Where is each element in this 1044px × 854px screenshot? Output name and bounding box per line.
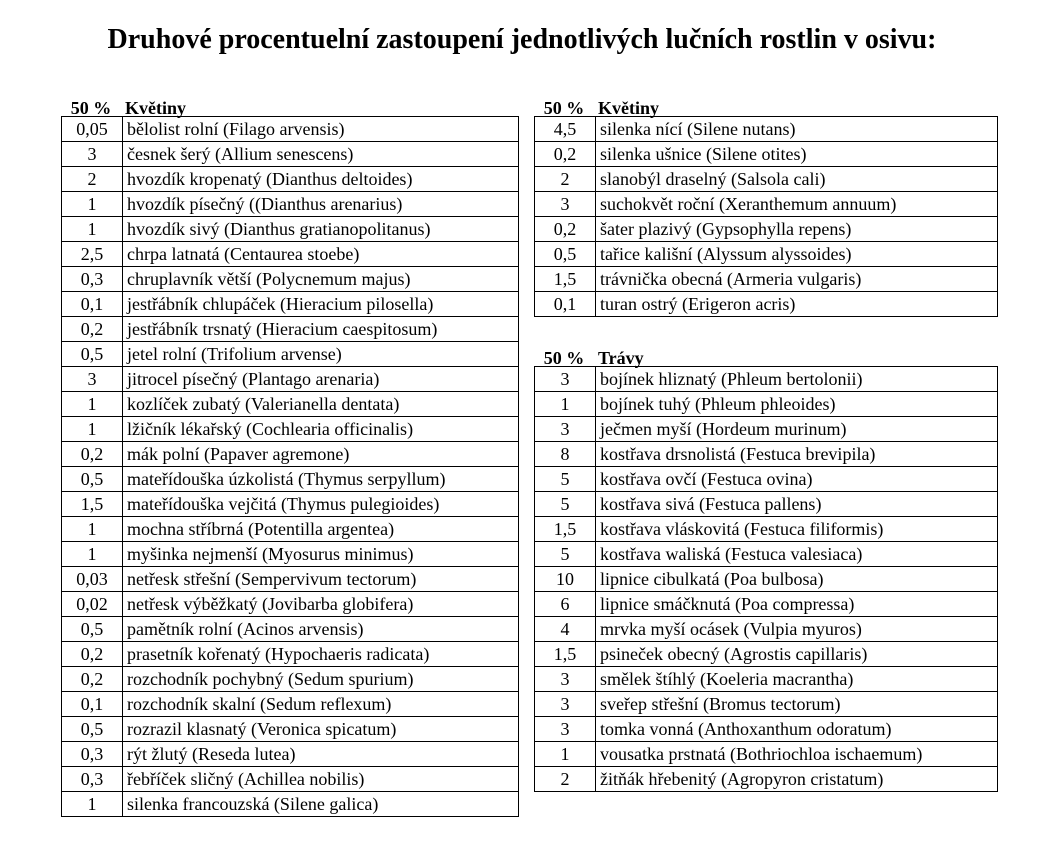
table-row <box>535 142 998 167</box>
species-name-cell: mák polní (Papaver agremone) <box>123 442 519 467</box>
table-row <box>62 692 519 717</box>
table-row <box>62 292 519 317</box>
species-name-cell: kostřava waliská (Festuca valesiaca) <box>596 542 998 567</box>
percent-cell: 3 <box>535 717 596 742</box>
percent-cell: 3 <box>62 142 123 167</box>
table-row <box>62 367 519 392</box>
species-name-cell: kostřava sivá (Festuca pallens) <box>596 492 998 517</box>
table-row <box>535 567 998 592</box>
species-name-cell: chrpa latnatá (Centaurea stoebe) <box>123 242 519 267</box>
table-row <box>62 617 519 642</box>
table-row <box>535 217 998 242</box>
table-row <box>62 642 519 667</box>
species-name-cell: pamětník rolní (Acinos arvensis) <box>123 617 519 642</box>
species-name-cell: kozlíček zubatý (Valerianella dentata) <box>123 392 519 417</box>
table-row <box>535 392 998 417</box>
percent-cell: 3 <box>535 692 596 717</box>
species-name-cell: sveřep střešní (Bromus tectorum) <box>596 692 998 717</box>
section-header <box>534 96 998 116</box>
table-row <box>62 317 519 342</box>
table-row <box>535 492 998 517</box>
percent-cell: 5 <box>535 492 596 517</box>
species-name-cell: vousatka prstnatá (Bothriochloa ischaemum) <box>596 742 998 767</box>
species-name-cell: netřesk střešní (Sempervivum tectorum) <box>123 567 519 592</box>
percent-cell: 0,2 <box>62 642 123 667</box>
percent-cell: 0,2 <box>62 317 123 342</box>
species-name-cell: žitňák hřebenitý (Agropyron cristatum) <box>596 767 998 792</box>
percent-cell: 0,2 <box>535 217 596 242</box>
species-name-cell: chruplavník větší (Polycnemum majus) <box>123 267 519 292</box>
species-name-cell: silenka francouzská (Silene galica) <box>123 792 519 817</box>
species-name-cell: rozchodník skalní (Sedum reflexum) <box>123 692 519 717</box>
species-name-cell: ječmen myší (Hordeum murinum) <box>596 417 998 442</box>
table-row <box>62 792 519 817</box>
percent-cell: 1 <box>62 792 123 817</box>
table-row <box>535 667 998 692</box>
section-flowers-2 <box>534 96 998 317</box>
percent-cell: 3 <box>535 367 596 392</box>
species-name-cell: lipnice smáčknutá (Poa compressa) <box>596 592 998 617</box>
species-name-cell: silenka nící (Silene nutans) <box>596 117 998 142</box>
table-row <box>535 292 998 317</box>
percent-cell: 1,5 <box>62 492 123 517</box>
species-name-cell: rozrazil klasnatý (Veronica spicatum) <box>123 717 519 742</box>
percent-cell: 0,3 <box>62 742 123 767</box>
percent-cell: 3 <box>535 192 596 217</box>
species-table <box>534 366 998 792</box>
percent-cell: 0,2 <box>62 442 123 467</box>
species-name-cell: silenka ušnice (Silene otites) <box>596 142 998 167</box>
percent-cell: 1 <box>535 392 596 417</box>
table-row <box>535 767 998 792</box>
species-name-cell: hvozdík písečný ((Dianthus arenarius) <box>123 192 519 217</box>
species-name-cell: jestřábník trsnatý (Hieracium caespitosum) <box>123 317 519 342</box>
species-name-cell: myšinka nejmenší (Myosurus minimus) <box>123 542 519 567</box>
percent-cell: 3 <box>62 367 123 392</box>
table-row <box>62 192 519 217</box>
table-row <box>62 542 519 567</box>
table-row <box>62 342 519 367</box>
section-category: Trávy <box>598 348 644 368</box>
table-row <box>535 742 998 767</box>
percent-cell: 1 <box>62 192 123 217</box>
percent-cell: 1,5 <box>535 267 596 292</box>
page-title: Druhové procentuelní zastoupení jednotlivých lučních rostlin v osivu: <box>107 24 937 55</box>
species-name-cell: jetel rolní (Trifolium arvense) <box>123 342 519 367</box>
section-header <box>534 346 998 366</box>
table-row <box>62 142 519 167</box>
table-row <box>62 242 519 267</box>
species-name-cell: slanobýl draselný (Salsola cali) <box>596 167 998 192</box>
percent-cell: 0,03 <box>62 567 123 592</box>
species-name-cell: šater plazivý (Gypsophylla repens) <box>596 217 998 242</box>
section-percent: 50 % <box>70 98 112 118</box>
percent-cell: 1 <box>62 417 123 442</box>
percent-cell: 2 <box>535 767 596 792</box>
percent-cell: 4,5 <box>535 117 596 142</box>
table-row <box>62 667 519 692</box>
table-row <box>62 217 519 242</box>
section-flowers-1 <box>61 96 519 817</box>
percent-cell: 0,1 <box>62 692 123 717</box>
species-name-cell: lžičník lékařský (Cochlearia officinalis) <box>123 417 519 442</box>
percent-cell: 8 <box>535 442 596 467</box>
table-row <box>535 167 998 192</box>
percent-cell: 0,3 <box>62 767 123 792</box>
species-name-cell: rýt žlutý (Reseda lutea) <box>123 742 519 767</box>
species-table <box>61 116 519 817</box>
species-name-cell: mateřídouška vejčitá (Thymus pulegioides) <box>123 492 519 517</box>
percent-cell: 2 <box>535 167 596 192</box>
table-row <box>535 692 998 717</box>
percent-cell: 0,1 <box>62 292 123 317</box>
species-name-cell: hvozdík sivý (Dianthus gratianopolitanus) <box>123 217 519 242</box>
table-row <box>535 617 998 642</box>
table-row <box>62 767 519 792</box>
section-category: Květiny <box>598 98 659 118</box>
percent-cell: 3 <box>535 667 596 692</box>
table-row <box>62 167 519 192</box>
percent-cell: 0,3 <box>62 267 123 292</box>
table-row <box>535 367 998 392</box>
percent-cell: 0,1 <box>535 292 596 317</box>
species-name-cell: lipnice cibulkatá (Poa bulbosa) <box>596 567 998 592</box>
percent-cell: 0,2 <box>62 667 123 692</box>
species-name-cell: mrvka myší ocásek (Vulpia myuros) <box>596 617 998 642</box>
section-category: Květiny <box>125 98 186 118</box>
table-row <box>535 242 998 267</box>
species-name-cell: řebříček sličný (Achillea nobilis) <box>123 767 519 792</box>
section-percent: 50 % <box>543 348 585 368</box>
percent-cell: 0,5 <box>62 467 123 492</box>
species-name-cell: trávnička obecná (Armeria vulgaris) <box>596 267 998 292</box>
table-row <box>62 392 519 417</box>
table-row <box>62 117 519 142</box>
percent-cell: 1,5 <box>535 642 596 667</box>
percent-cell: 4 <box>535 617 596 642</box>
table-row <box>62 517 519 542</box>
species-name-cell: tařice kališní (Alyssum alyssoides) <box>596 242 998 267</box>
species-name-cell: prasetník kořenatý (Hypochaeris radicata) <box>123 642 519 667</box>
table-row <box>62 742 519 767</box>
table-row <box>62 267 519 292</box>
species-name-cell: bojínek hliznatý (Phleum bertolonii) <box>596 367 998 392</box>
percent-cell: 1 <box>62 517 123 542</box>
section-header <box>61 96 519 116</box>
species-name-cell: mochna stříbrná (Potentilla argentea) <box>123 517 519 542</box>
species-name-cell: rozchodník pochybný (Sedum spurium) <box>123 667 519 692</box>
table-row <box>62 492 519 517</box>
species-name-cell: suchokvět roční (Xeranthemum annuum) <box>596 192 998 217</box>
table-row <box>535 417 998 442</box>
table-row <box>535 267 998 292</box>
species-name-cell: hvozdík kropenatý (Dianthus deltoides) <box>123 167 519 192</box>
table-row <box>535 717 998 742</box>
species-name-cell: kostřava drsnolistá (Festuca brevipila) <box>596 442 998 467</box>
table-row <box>535 117 998 142</box>
percent-cell: 1 <box>62 392 123 417</box>
species-name-cell: bělolist rolní (Filago arvensis) <box>123 117 519 142</box>
percent-cell: 10 <box>535 567 596 592</box>
percent-cell: 1 <box>62 217 123 242</box>
table-row <box>62 442 519 467</box>
species-name-cell: smělek štíhlý (Koeleria macrantha) <box>596 667 998 692</box>
percent-cell: 0,5 <box>62 717 123 742</box>
percent-cell: 1,5 <box>535 517 596 542</box>
percent-cell: 6 <box>535 592 596 617</box>
table-row <box>62 467 519 492</box>
percent-cell: 0,02 <box>62 592 123 617</box>
percent-cell: 0,5 <box>62 617 123 642</box>
species-name-cell: bojínek tuhý (Phleum phleoides) <box>596 392 998 417</box>
percent-cell: 0,5 <box>535 242 596 267</box>
table-row <box>535 542 998 567</box>
percent-cell: 2 <box>62 167 123 192</box>
species-name-cell: kostřava ovčí (Festuca ovina) <box>596 467 998 492</box>
species-name-cell: netřesk výběžkatý (Jovibarba globifera) <box>123 592 519 617</box>
percent-cell: 1 <box>62 542 123 567</box>
section-grasses <box>534 346 998 792</box>
species-table <box>534 116 998 317</box>
table-row <box>62 592 519 617</box>
species-name-cell: kostřava vláskovitá (Festuca filiformis) <box>596 517 998 542</box>
table-row <box>535 642 998 667</box>
table-row <box>62 717 519 742</box>
species-name-cell: tomka vonná (Anthoxanthum odoratum) <box>596 717 998 742</box>
percent-cell: 0,2 <box>535 142 596 167</box>
table-row <box>535 442 998 467</box>
table-row <box>535 592 998 617</box>
percent-cell: 2,5 <box>62 242 123 267</box>
percent-cell: 0,5 <box>62 342 123 367</box>
species-name-cell: jestřábník chlupáček (Hieracium pilosella) <box>123 292 519 317</box>
percent-cell: 3 <box>535 417 596 442</box>
percent-cell: 0,05 <box>62 117 123 142</box>
table-row <box>62 417 519 442</box>
table-row <box>535 192 998 217</box>
species-name-cell: jitrocel písečný (Plantago arenaria) <box>123 367 519 392</box>
species-name-cell: turan ostrý (Erigeron acris) <box>596 292 998 317</box>
section-percent: 50 % <box>543 98 585 118</box>
percent-cell: 5 <box>535 467 596 492</box>
percent-cell: 5 <box>535 542 596 567</box>
table-row <box>535 517 998 542</box>
species-name-cell: česnek šerý (Allium senescens) <box>123 142 519 167</box>
species-name-cell: mateřídouška úzkolistá (Thymus serpyllum) <box>123 467 519 492</box>
table-row <box>62 567 519 592</box>
percent-cell: 1 <box>535 742 596 767</box>
species-name-cell: psineček obecný (Agrostis capillaris) <box>596 642 998 667</box>
table-row <box>535 467 998 492</box>
